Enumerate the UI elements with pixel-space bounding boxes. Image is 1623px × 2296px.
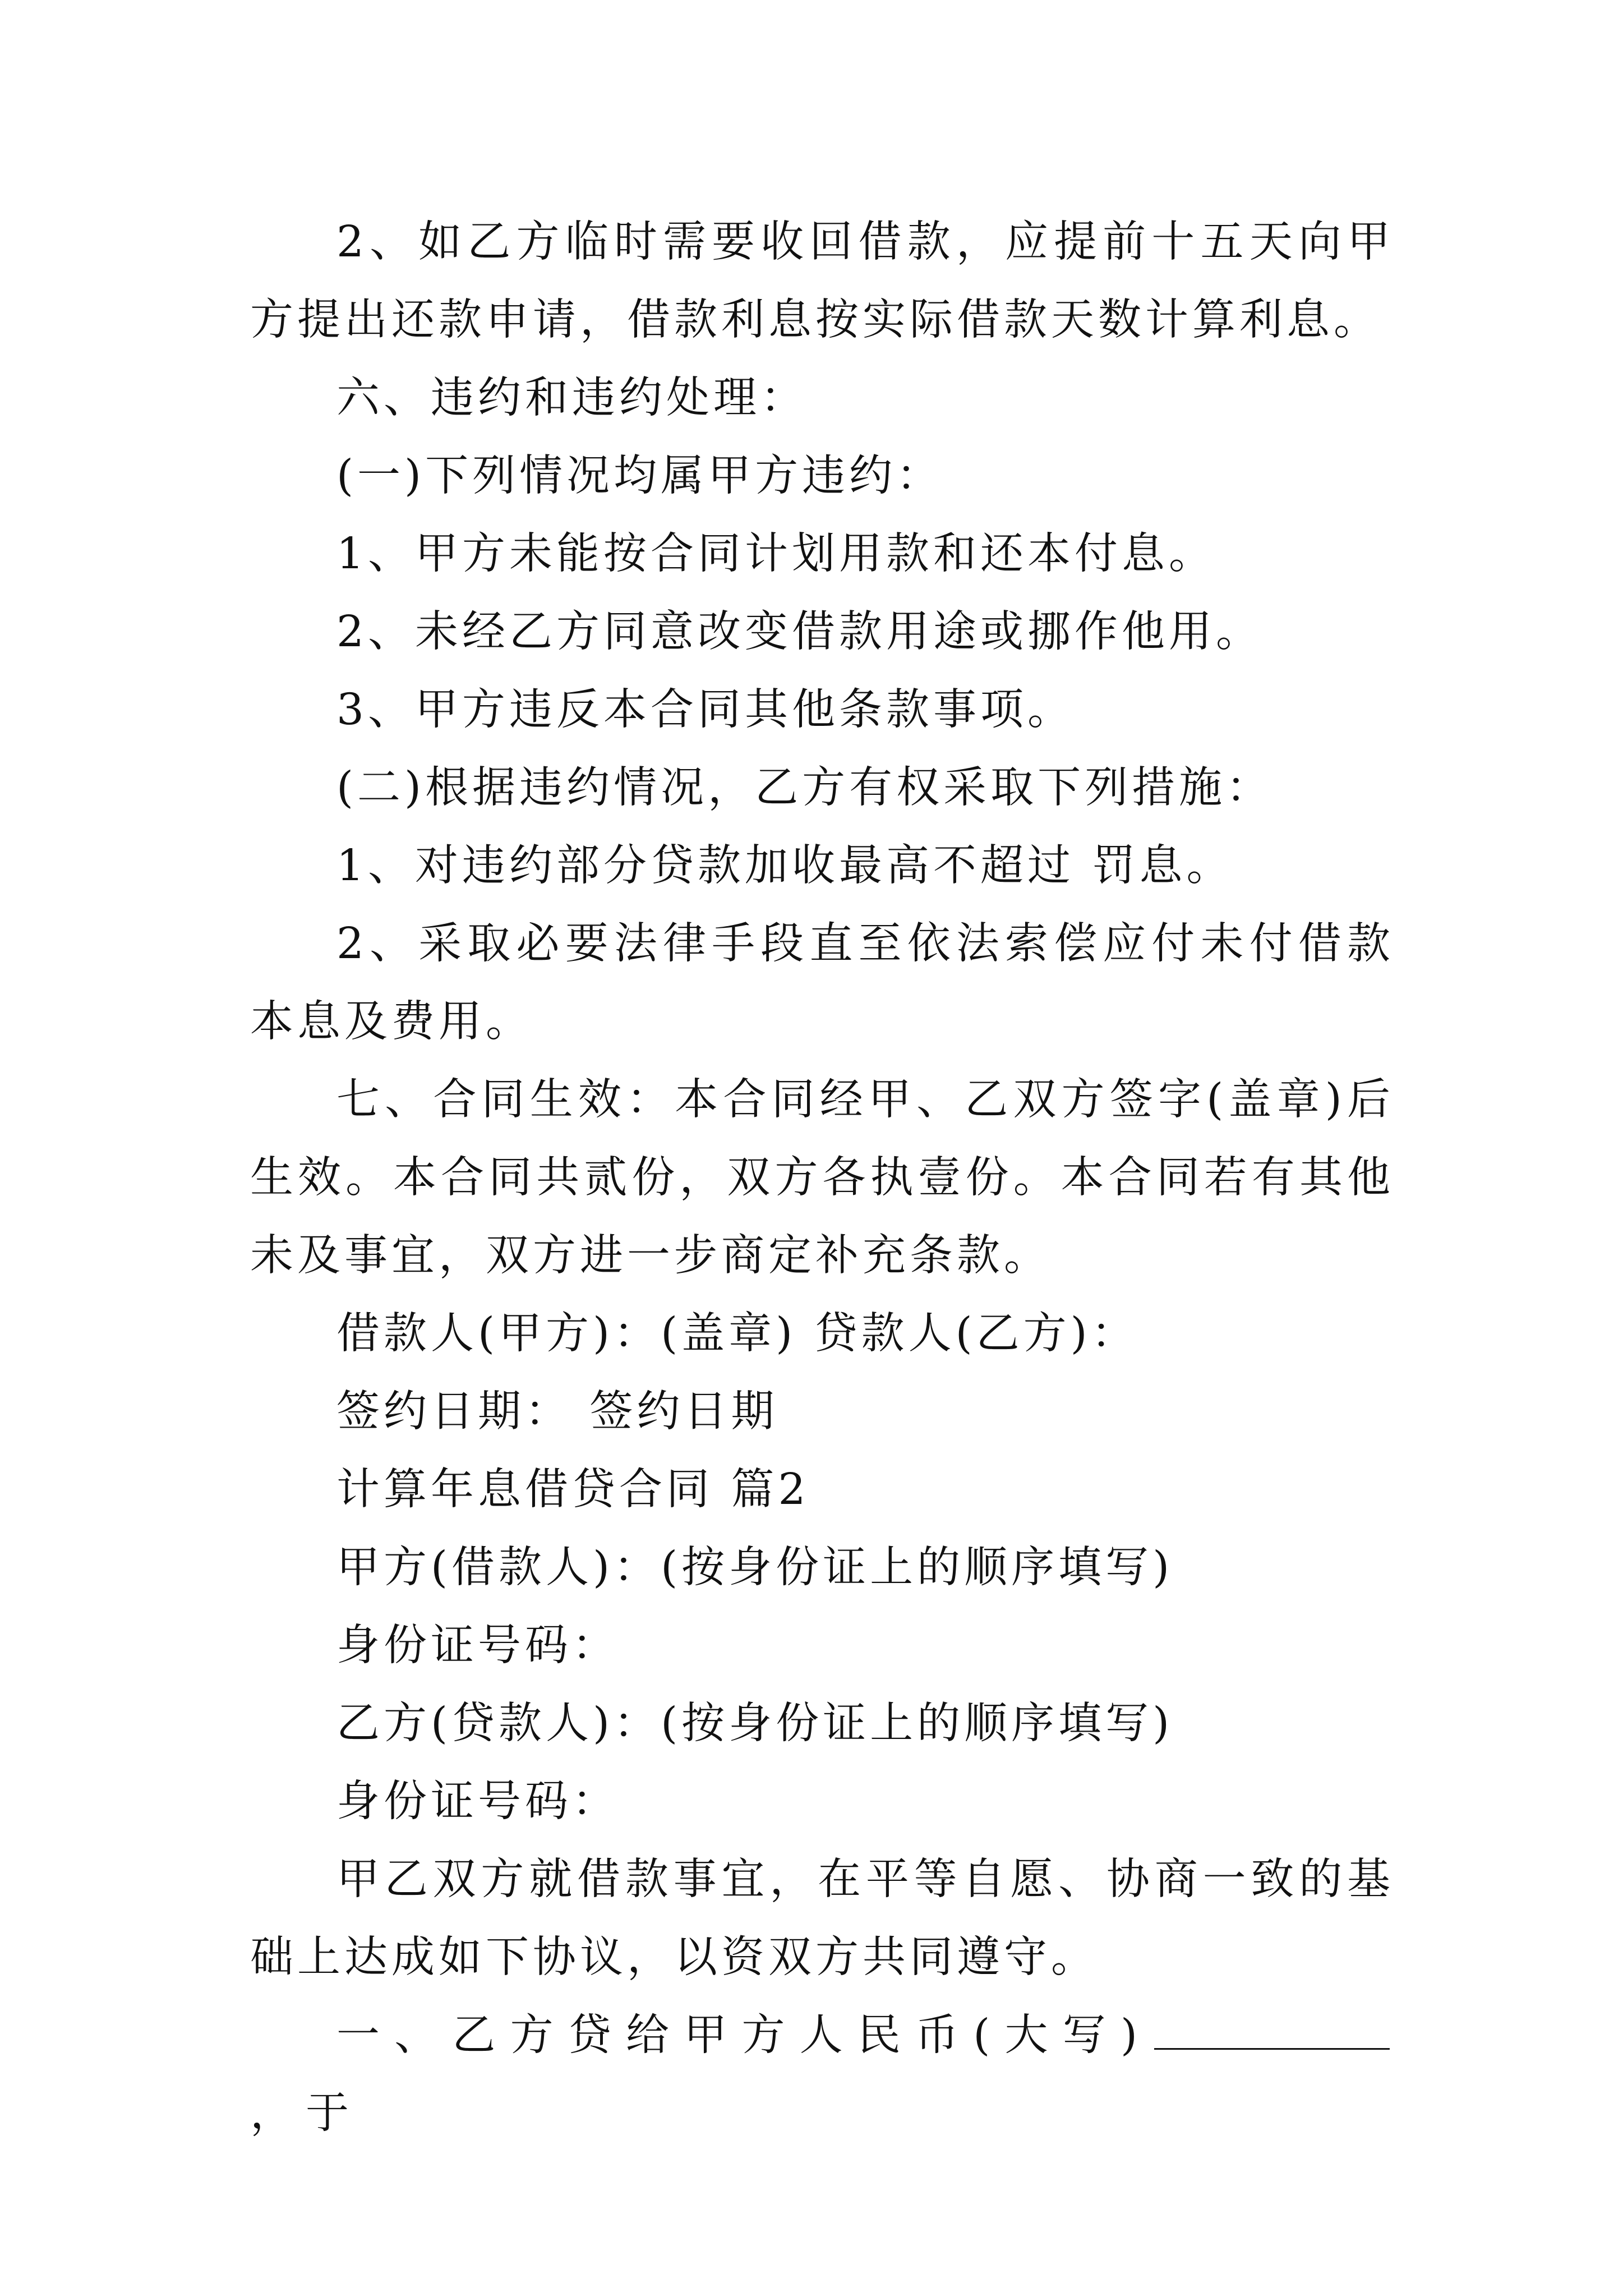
clause-loan-amount-tail: ，于: [250, 2088, 361, 2138]
list-item-breach-3: 3、甲方违反本合同其他条款事项。: [336, 685, 1075, 735]
paragraph-agreement-intro: 甲乙双方就借款事宜，在平等自愿、协商一致的基础上达成如下协议，以资双方共同遵守。: [250, 1855, 1394, 1982]
signature-parties-line: 借款人(甲方)：(盖章) 贷款人(乙方)：: [336, 1309, 1138, 1359]
subheading-party-b-measures: (二)根据违约情况，乙方有权采取下列措施：: [336, 763, 1274, 813]
list-item-measure-1: 1、对违约部分贷款加收最高不超过 罚息。: [336, 841, 1234, 891]
party-a-id-number-line: 身份证号码：: [336, 1621, 619, 1671]
clause-loan-amount: [250, 1996, 1394, 2152]
section-title-contract-2: 计算年息借贷合同 篇2: [336, 1465, 810, 1515]
paragraph-repayment-notice: 2、如乙方临时需要收回借款，应提前十五天向甲方提出还款申请，借款利息按实际借款天数计算利息。: [250, 217, 1394, 345]
signature-date-line: 签约日期： 签约日期: [336, 1387, 778, 1437]
heading-breach-of-contract: 六、违约和违约处理：: [336, 373, 808, 423]
amount-blank-field: [1154, 2013, 1390, 2050]
party-b-lender-line: 乙方(贷款人)：(按身份证上的顺序填写): [336, 1699, 1174, 1749]
list-item-measure-2: 2、采取必要法律手段直至依法索偿应付未付借款本息及费用。: [250, 919, 1394, 1047]
document-body: [250, 203, 1394, 2152]
subheading-party-a-breach: (一)下列情况均属甲方违约：: [336, 451, 944, 501]
list-item-breach-2: 2、未经乙方同意改变借款用途或挪作他用。: [336, 607, 1263, 657]
list-item-breach-1: 1、甲方未能按合同计划用款和还本付息。: [336, 529, 1216, 579]
clause-loan-amount-text: 一、乙方贷给甲方人民币(大写): [336, 2010, 1150, 2060]
paragraph-contract-effective: 七、合同生效：本合同经甲、乙双方签字(盖章)后生效。本合同共贰份，双方各执壹份。本合同若有其他未及事宜，双方进一步商定补充条款。: [250, 1075, 1394, 1281]
party-a-borrower-line: 甲方(借款人)：(按身份证上的顺序填写): [336, 1543, 1174, 1593]
party-b-id-number-line: 身份证号码：: [336, 1777, 619, 1826]
